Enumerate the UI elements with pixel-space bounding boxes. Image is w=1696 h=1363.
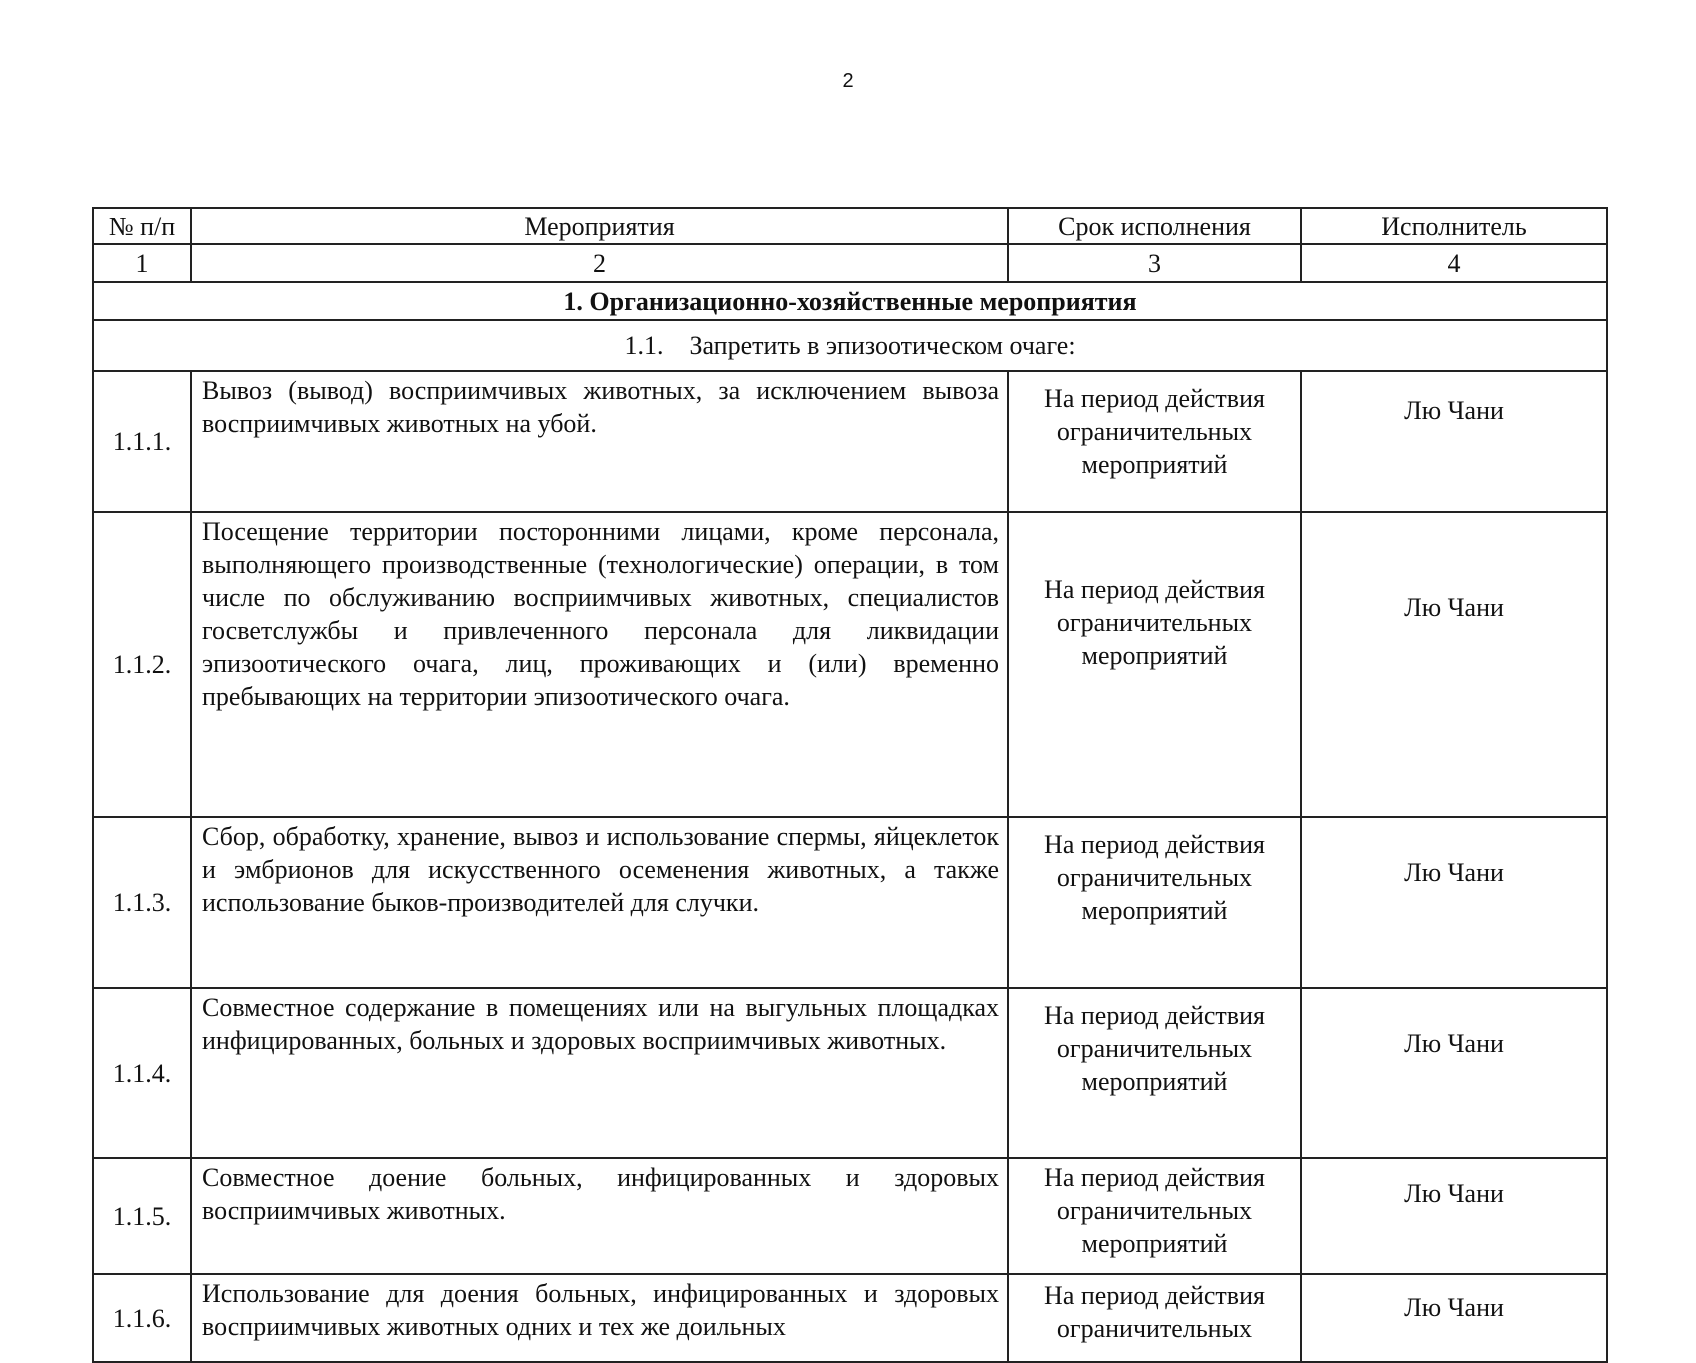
subsection-title: Запретить в эпизоотическом очаге:	[689, 331, 1076, 360]
column-index: 4	[1301, 244, 1607, 282]
column-index-row	[93, 244, 1607, 282]
row-number: 1.1.1.	[93, 371, 191, 512]
row-executor: Лю Чани	[1301, 1158, 1607, 1274]
term-line: мероприятий	[1081, 450, 1228, 479]
row-executor: Лю Чани	[1301, 817, 1607, 988]
term-line: На период действия	[1044, 1163, 1265, 1192]
table-header-row	[93, 208, 1607, 244]
row-activity: Вывоз (вывод) восприимчивых животных, за исключением вывоза восприимчивых животных на убой.	[191, 371, 1008, 512]
table-row	[93, 1274, 1607, 1362]
subsection-cell	[93, 320, 1607, 371]
row-term	[1008, 1158, 1301, 1274]
term-line: мероприятий	[1081, 641, 1228, 670]
header-activities: Мероприятия	[191, 208, 1008, 244]
row-executor: Лю Чани	[1301, 512, 1607, 817]
section-title: 1. Организационно-хозяйственные мероприятия	[93, 282, 1607, 320]
term-line: ограничительных	[1056, 1196, 1253, 1225]
table-row	[93, 817, 1607, 988]
term-line: На период действия	[1044, 384, 1265, 413]
column-index: 2	[191, 244, 1008, 282]
row-activity: Совместное содержание в помещениях или на выгульных площадках инфицированных, больных и здоровых восприимчивых животных.	[191, 988, 1008, 1158]
header-term: Срок исполнения	[1008, 208, 1301, 244]
table-row	[93, 988, 1607, 1158]
row-number: 1.1.4.	[93, 988, 191, 1158]
row-term	[1008, 988, 1301, 1158]
table-row	[93, 1158, 1607, 1274]
table-row	[93, 371, 1607, 512]
subsection-row	[93, 320, 1607, 371]
term-line: На период действия	[1044, 830, 1265, 859]
page-number: 2	[842, 70, 854, 92]
row-executor: Лю Чани	[1301, 1274, 1607, 1362]
term-line: На период действия	[1044, 1001, 1265, 1030]
row-executor: Лю Чани	[1301, 371, 1607, 512]
term-line: ограничительных	[1056, 863, 1253, 892]
subsection-number: 1.1.	[624, 331, 664, 360]
row-number: 1.1.2.	[93, 512, 191, 817]
row-term	[1008, 1274, 1301, 1362]
row-term	[1008, 817, 1301, 988]
row-activity: Совместное доение больных, инфицированных и здоровых восприимчивых животных.	[191, 1158, 1008, 1274]
column-index: 1	[93, 244, 191, 282]
row-number: 1.1.6.	[93, 1274, 191, 1362]
row-term	[1008, 512, 1301, 817]
term-line: ограничительных	[1056, 1034, 1253, 1063]
column-index: 3	[1008, 244, 1301, 282]
term-line: На период действия	[1044, 1281, 1265, 1310]
term-line: мероприятий	[1081, 1067, 1228, 1096]
term-line: мероприятий	[1081, 896, 1228, 925]
row-term	[1008, 371, 1301, 512]
row-activity: Использование для доения больных, инфицированных и здоровых восприимчивых животных одних и тех же доильных	[191, 1274, 1008, 1362]
term-line: ограничительных	[1056, 1314, 1253, 1343]
section-row	[93, 282, 1607, 320]
row-activity: Посещение территории посторонними лицами, кроме персонала, выполняющего производственные (технологические) операции, в том числе по обслуживанию восприимчивых животных, специалистов госветслужбы и привлеченного персонала для ликвидации эпизоотического очага, лиц, проживающих и (или) временно пребывающих на территории эпизоотического очага.	[191, 512, 1008, 817]
measures-table	[92, 207, 1608, 1363]
row-number: 1.1.3.	[93, 817, 191, 988]
row-activity: Сбор, обработку, хранение, вывоз и использование спермы, яйцеклеток и эмбрионов для искусственного осеменения животных, а также использование быков-производителей для случки.	[191, 817, 1008, 988]
row-number: 1.1.5.	[93, 1158, 191, 1274]
header-executor: Исполнитель	[1301, 208, 1607, 244]
header-number: № п/п	[93, 208, 191, 244]
term-line: ограничительных	[1056, 417, 1253, 446]
table-row	[93, 512, 1607, 817]
term-line: мероприятий	[1081, 1229, 1228, 1258]
row-executor: Лю Чани	[1301, 988, 1607, 1158]
term-line: ограничительных	[1056, 608, 1253, 637]
term-line: На период действия	[1044, 575, 1265, 604]
